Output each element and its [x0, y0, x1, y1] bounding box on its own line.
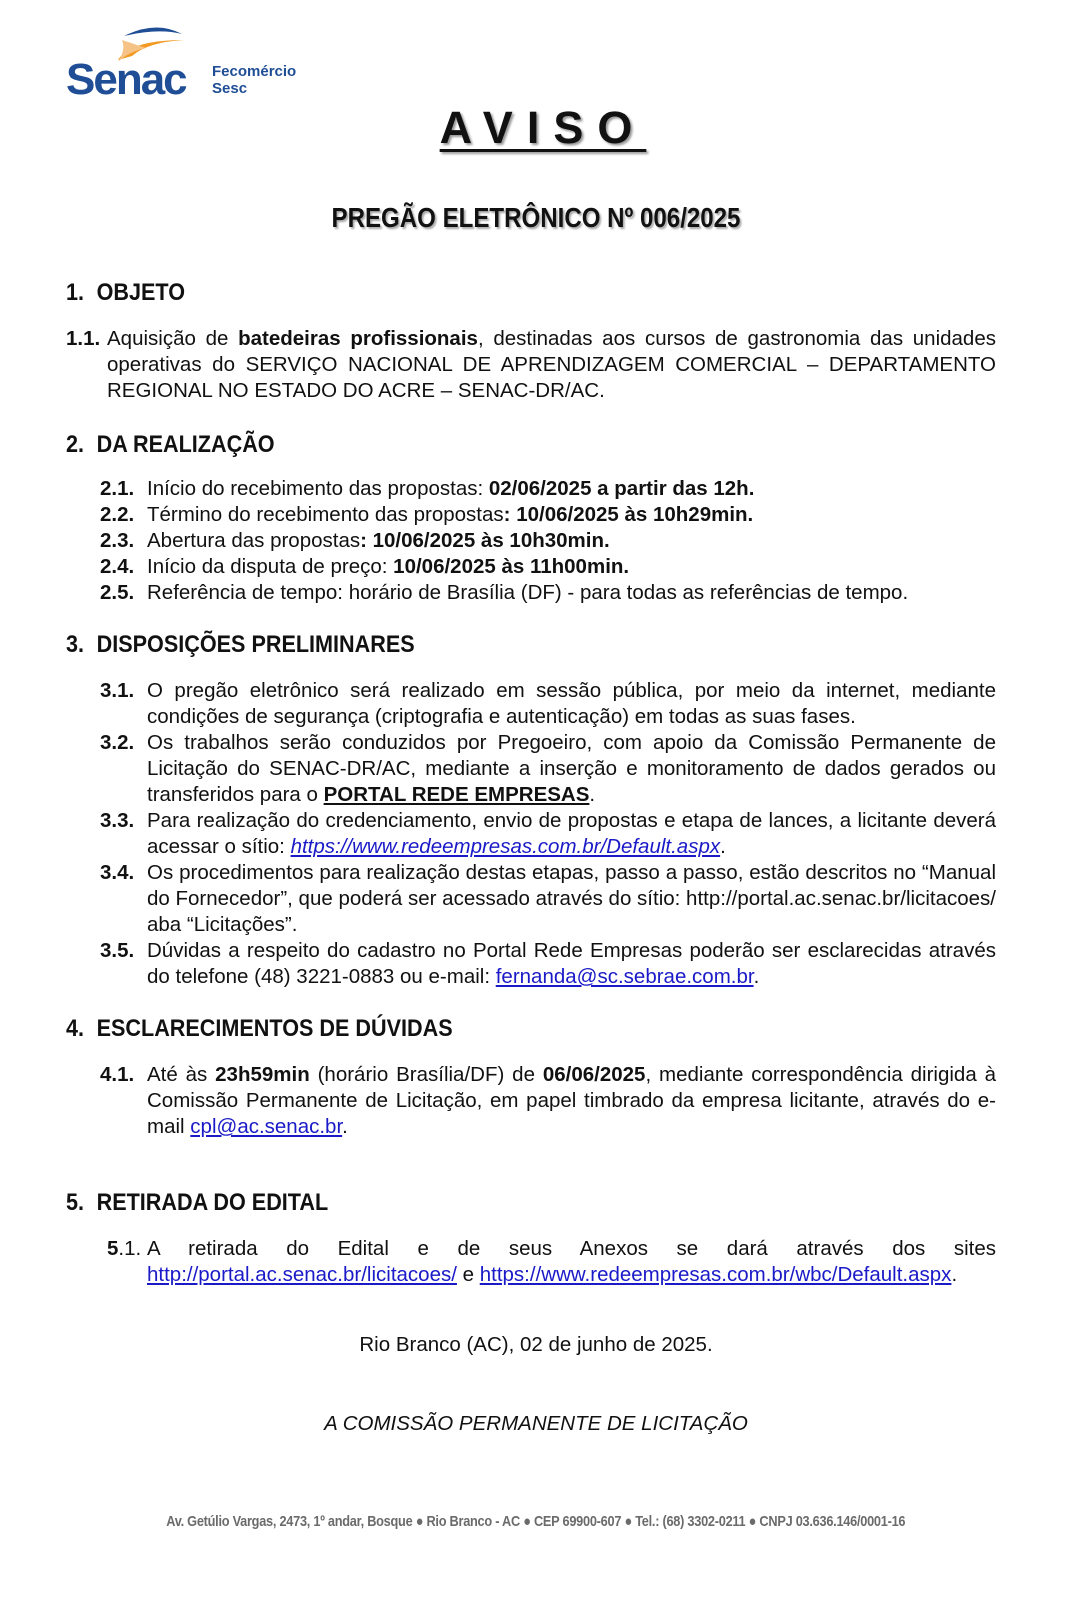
- page-title: AVISO: [439, 102, 647, 153]
- logo-brand-text: Senac: [66, 55, 186, 100]
- text-span: (horário Brasília/DF) de: [309, 1063, 543, 1086]
- text-span: Os trabalhos serão conduzidos por Pregoeiro, com apoio da Comissão Permanente de Licitação do SENAC-DR/AC, mediante a inserção e monitoramento de dados gerados ou transferidos para o: [147, 731, 996, 806]
- bold-span: 5: [107, 1237, 119, 1260]
- text-span: Término do recebimento das propostas: [147, 503, 504, 526]
- item-text: [147, 476, 996, 502]
- list-item: [66, 502, 996, 528]
- list-item: [66, 1236, 996, 1288]
- redeempresas-link[interactable]: https://www.redeempresas.com.br/Default.aspx: [290, 835, 721, 858]
- text-span: Até às: [147, 1063, 216, 1086]
- item-text: [147, 554, 996, 580]
- section-title: DISPOSIÇÕES PRELIMINARES: [96, 631, 415, 658]
- email-link[interactable]: cpl@ac.senac.br: [190, 1115, 343, 1138]
- item-number: 2.3.: [100, 529, 135, 552]
- item-text: [147, 502, 996, 528]
- list-item: [66, 554, 996, 580]
- bold-span: 06/06/2025: [542, 1063, 646, 1086]
- item-text: [147, 1236, 996, 1288]
- text-span: .: [589, 783, 596, 806]
- list-item: [66, 1062, 996, 1140]
- bold-span: 23h59min: [215, 1063, 310, 1086]
- section-number: 5.: [66, 1189, 85, 1216]
- text-span: , destinadas aos cursos de gastronomia das unidades operativas do SERVIÇO NACIONAL DE APRENDIZAGEM COMERCIAL – DEPARTAMENTO REGIONAL NO ESTADO DO ACRE – SENAC-DR/AC.: [107, 327, 996, 402]
- bold-span: : 10/06/2025 às 10h29min.: [503, 503, 754, 526]
- logo-sub1-text: Fecomércio: [212, 63, 297, 80]
- document-body: [66, 280, 996, 1288]
- item-number: 3.1.: [100, 679, 135, 702]
- section-title: DA REALIZAÇÃO: [96, 431, 275, 458]
- item-number: 2.5.: [100, 581, 135, 604]
- page-subtitle: PREGÃO ELETRÔNICO Nº 006/2025: [331, 202, 741, 233]
- item-text: [147, 1062, 996, 1140]
- text-span: .: [753, 965, 760, 988]
- section-number: 3.: [66, 631, 85, 658]
- list-item: [66, 476, 996, 502]
- item-number: 3.3.: [100, 809, 135, 832]
- redeempresas-wbc-link[interactable]: https://www.redeempresas.com.br/wbc/Default.aspx: [479, 1263, 952, 1286]
- section-heading: [66, 632, 903, 658]
- item-number: 3.5.: [100, 939, 135, 962]
- footer-street: Av. Getúlio Vargas, 2473, 1º andar, Bosque: [166, 1513, 413, 1530]
- footer-line: [166, 1513, 905, 1530]
- section-heading: [66, 432, 903, 458]
- list-item: [66, 860, 996, 938]
- list-item: [66, 580, 996, 606]
- bullet-separator: ●: [748, 1513, 757, 1530]
- text-span: Início da disputa de preço:: [147, 555, 394, 578]
- bullet-separator: ●: [523, 1513, 531, 1530]
- item-text: [147, 730, 996, 808]
- section-title: ESCLARECIMENTOS DE DÚVIDAS: [96, 1015, 453, 1042]
- place-date: Rio Branco (AC), 02 de junho de 2025.: [359, 1333, 713, 1356]
- item-number: 2.1.: [100, 477, 135, 500]
- senac-logo-graphic: [66, 16, 316, 100]
- bullet-separator: ●: [624, 1513, 633, 1530]
- text-span: A retirada do Edital e de seus Anexos se dará através dos sites: [147, 1237, 996, 1260]
- footer-phone: Tel.: (68) 3302-0211: [635, 1513, 746, 1530]
- section-heading: [66, 280, 903, 306]
- footer-address: [0, 1513, 1072, 1530]
- item-text: [147, 808, 996, 860]
- bold-span: 02/06/2025 a partir das 12h.: [488, 477, 755, 500]
- bold-span: : 10/06/2025 às 10h30min.: [360, 529, 610, 552]
- portal-name: PORTAL REDE EMPRESAS: [323, 783, 590, 806]
- item-number: 3.4.: [100, 861, 135, 884]
- section-heading: [66, 1190, 903, 1216]
- logo-sub2-text: Sesc: [212, 80, 248, 97]
- senac-logo: [66, 16, 316, 100]
- text-span: Para realização do credenciamento, envio de propostas e etapa de lances, a licitante deverá acessar o sítio:: [147, 809, 996, 858]
- list-item: [66, 326, 996, 404]
- bold-span: 10/06/2025 às 11h00min.: [393, 555, 630, 578]
- signature: A COMISSÃO PERMANENTE DE LICITAÇÃO: [324, 1412, 748, 1435]
- item-number: 2.4.: [100, 555, 135, 578]
- item-text: Os procedimentos para realização destas etapas, passo a passo, estão descritos no “Manual do Fornecedor”, que poderá ser acessado através do sítio: http://portal.ac.senac.br/licitacoes/ aba “Licitações”.: [147, 861, 996, 936]
- list-item: [66, 528, 996, 554]
- item-text: O pregão eletrônico será realizado em sessão pública, por meio da internet, mediante condições de segurança (criptografia e autenticação) em todas as suas fases.: [147, 679, 996, 728]
- item-number: 2.2.: [100, 503, 135, 526]
- text-span: Início do recebimento das propostas:: [147, 477, 489, 500]
- section-number: 1.: [66, 279, 85, 306]
- email-link[interactable]: fernanda@sc.sebrae.com.br: [495, 965, 754, 988]
- item-text: [147, 580, 996, 606]
- item-number: 1.1.: [66, 327, 101, 350]
- text-span: .1.: [118, 1237, 142, 1260]
- text-span: Abertura das propostas: [147, 529, 361, 552]
- bold-span: batedeiras profissionais: [238, 327, 478, 350]
- portal-senac-link[interactable]: http://portal.ac.senac.br/licitacoes/: [147, 1263, 457, 1286]
- section-number: 4.: [66, 1015, 85, 1042]
- text-span: , mediante correspondência dirigida à Comissão Permanente de Licitação, em papel timbrado da empresa licitante, através do e-mail: [147, 1063, 997, 1138]
- item-number: 4.1.: [100, 1063, 135, 1086]
- list-item: [66, 808, 996, 860]
- section-heading: [66, 1016, 903, 1042]
- section-number: 2.: [66, 431, 85, 458]
- text-span: Aquisição de: [107, 327, 239, 350]
- item-text: [107, 326, 996, 404]
- item-text: [147, 528, 996, 554]
- text-span: e: [456, 1263, 480, 1286]
- list-item: [66, 938, 996, 990]
- text-span: .: [720, 835, 726, 858]
- item-text: [147, 938, 996, 990]
- text-span: Dúvidas a respeito do cadastro no Portal Rede Empresas poderão ser esclarecidas através do telefone (48) 3221-0883 ou e-mail:: [147, 939, 996, 988]
- section-title: RETIRADA DO EDITAL: [96, 1189, 329, 1216]
- text-span: .: [951, 1263, 958, 1286]
- item-number: 3.2.: [100, 731, 135, 754]
- text-span: Referência de tempo: horário de Brasília (DF) - para todas as referências de tempo.: [147, 581, 909, 604]
- text-span: .: [342, 1115, 348, 1138]
- list-item: [66, 678, 996, 730]
- footer-city: Rio Branco - AC: [426, 1513, 521, 1530]
- list-item: [66, 730, 996, 808]
- logo-blue-arc: [124, 27, 182, 36]
- footer-cnpj: CNPJ 03.636.146/0001-16: [759, 1513, 906, 1530]
- footer-cep: CEP 69900-607: [534, 1513, 622, 1530]
- bullet-separator: ●: [415, 1513, 424, 1530]
- item-number: [107, 1236, 147, 1288]
- section-title: OBJETO: [96, 279, 186, 306]
